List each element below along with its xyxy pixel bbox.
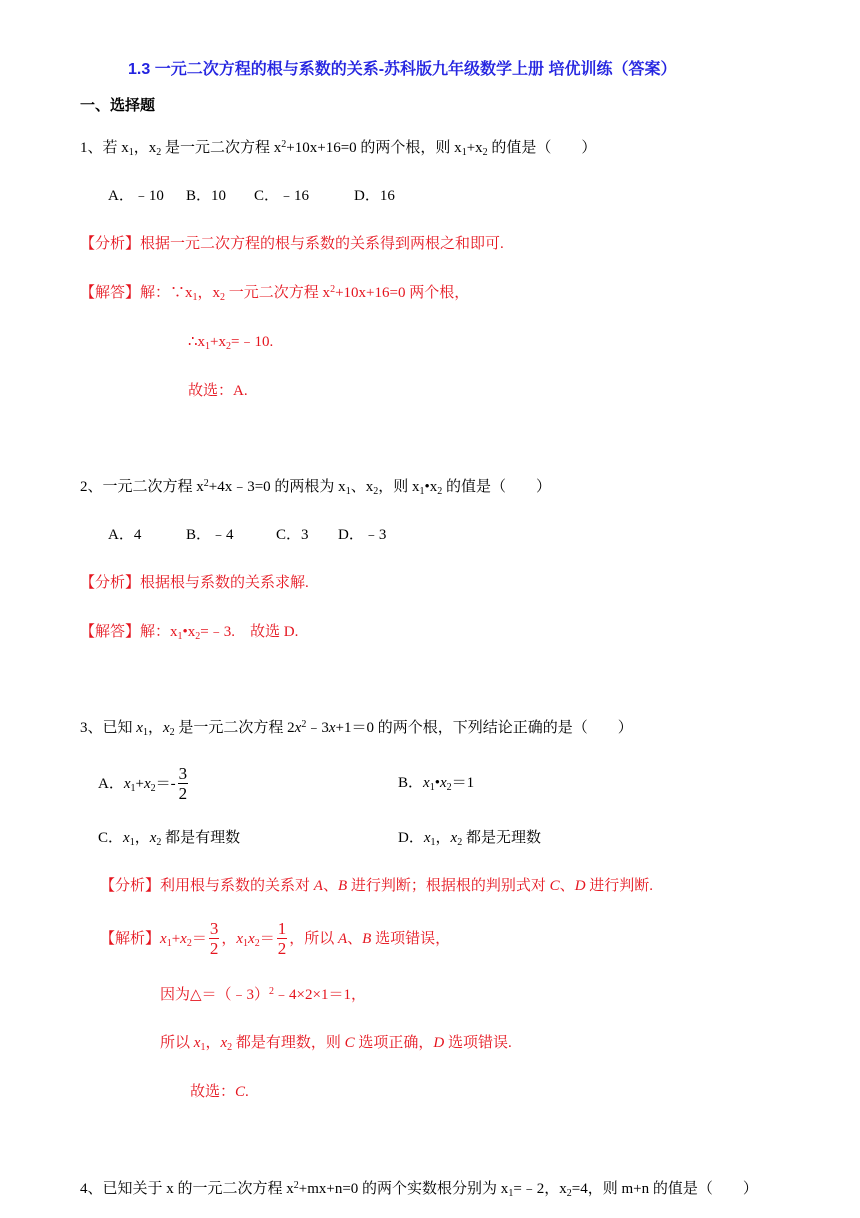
q3-sum-fraction: $\frac{3}{2}$ bbox=[209, 919, 219, 959]
q3-choice: 故选：C. bbox=[190, 1084, 249, 1100]
q3-solution: 【解析】$x_1+x_2=$ $\frac{3}{2}$ ，$x_1x_2=$ $\frac{1}{2}$ ，所以 A、B 选项错误， bbox=[100, 919, 451, 959]
q2-option-b: B．﹣4 bbox=[186, 527, 234, 543]
q1-answer: 【解答】解：$\because x_1$，$x_2$ 一元二次方程 $x^2+10x+16=0$ 两个根， bbox=[80, 284, 470, 303]
q4-stem: 4、已知关于 x 的一元二次方程 $x^2+mx+n=0$ 的两个实数根分别为 $x_1=﹣2$，$x_2=4$，则 m+n 的值是（ ） bbox=[80, 1180, 758, 1199]
q3-option-b: B．$x_1•x_2=1$ bbox=[398, 775, 475, 793]
q1-option-d: D．16 bbox=[354, 188, 395, 204]
q3-stem: 3、已知 $x_1$，$x_2$ 是一元二次方程 $2x^2﹣3x+1=0$ 的两个根，下列结论正确的是（ ） bbox=[80, 719, 633, 738]
q3-conclusion: 所以 $x_1$，$x_2$ 都是有理数，则 C 选项正确，D 选项错误. bbox=[160, 1035, 512, 1053]
q1-analysis: 【分析】根据一元二次方程的根与系数的关系得到两根之和即可. bbox=[80, 236, 504, 252]
q1-choice: 故选：A. bbox=[188, 383, 248, 399]
q3-option-a-fraction: $\frac{3}{2}$ bbox=[178, 764, 188, 804]
page-title: 1.3 一元二次方程的根与系数的关系-苏科版九年级数学上册 培优训练（答案） bbox=[128, 61, 677, 78]
q3-option-c: C．$x_1$，$x_2$ 都是有理数 bbox=[98, 830, 241, 848]
q2-option-c: C．3 bbox=[276, 527, 309, 543]
q2-answer: 【解答】解：$x_1•x_2=﹣3$. 故选 D. bbox=[80, 624, 299, 642]
q3-analysis: 【分析】利用根与系数的关系对 A、B 进行判断；根据根的判别式对 C、D 进行判断. bbox=[100, 878, 654, 894]
q2-analysis: 【分析】根据根与系数的关系求解. bbox=[80, 575, 309, 591]
q3-product-fraction: $\frac{1}{2}$ bbox=[277, 919, 287, 959]
q1-option-b: B．10 bbox=[186, 188, 227, 204]
q1-option-c: C．﹣16 bbox=[254, 188, 310, 204]
q1-stem: 1、若 $x_1$，$x_2$ 是一元二次方程 $x^2+10x+16=0$ 的两个根，则 $x_1+x_2$ 的值是（ ） bbox=[80, 139, 597, 158]
q3-option-a: A．$x_1+x_2=-$ $\frac{3}{2}$ bbox=[98, 764, 188, 804]
q1-option-a: A．﹣10 bbox=[108, 188, 164, 204]
q3-option-d: D．$x_1$，$x_2$ 都是无理数 bbox=[398, 830, 541, 848]
q1-answer-step: $\therefore x_1+x_2=﹣10$. bbox=[188, 334, 274, 352]
q3-discriminant: 因为△＝（﹣3）$^2$﹣4×2×1＝1， bbox=[160, 986, 366, 1003]
q2-option-a: A．4 bbox=[108, 527, 142, 543]
q2-option-d: D．﹣3 bbox=[338, 527, 387, 543]
q2-stem: 2、一元二次方程 $x^2+4x﹣3=0$ 的两根为 $x_1$、$x_2$，则 $x_1•x_2$ 的值是（ ） bbox=[80, 478, 551, 497]
section-heading: 一、选择题 bbox=[80, 97, 156, 114]
